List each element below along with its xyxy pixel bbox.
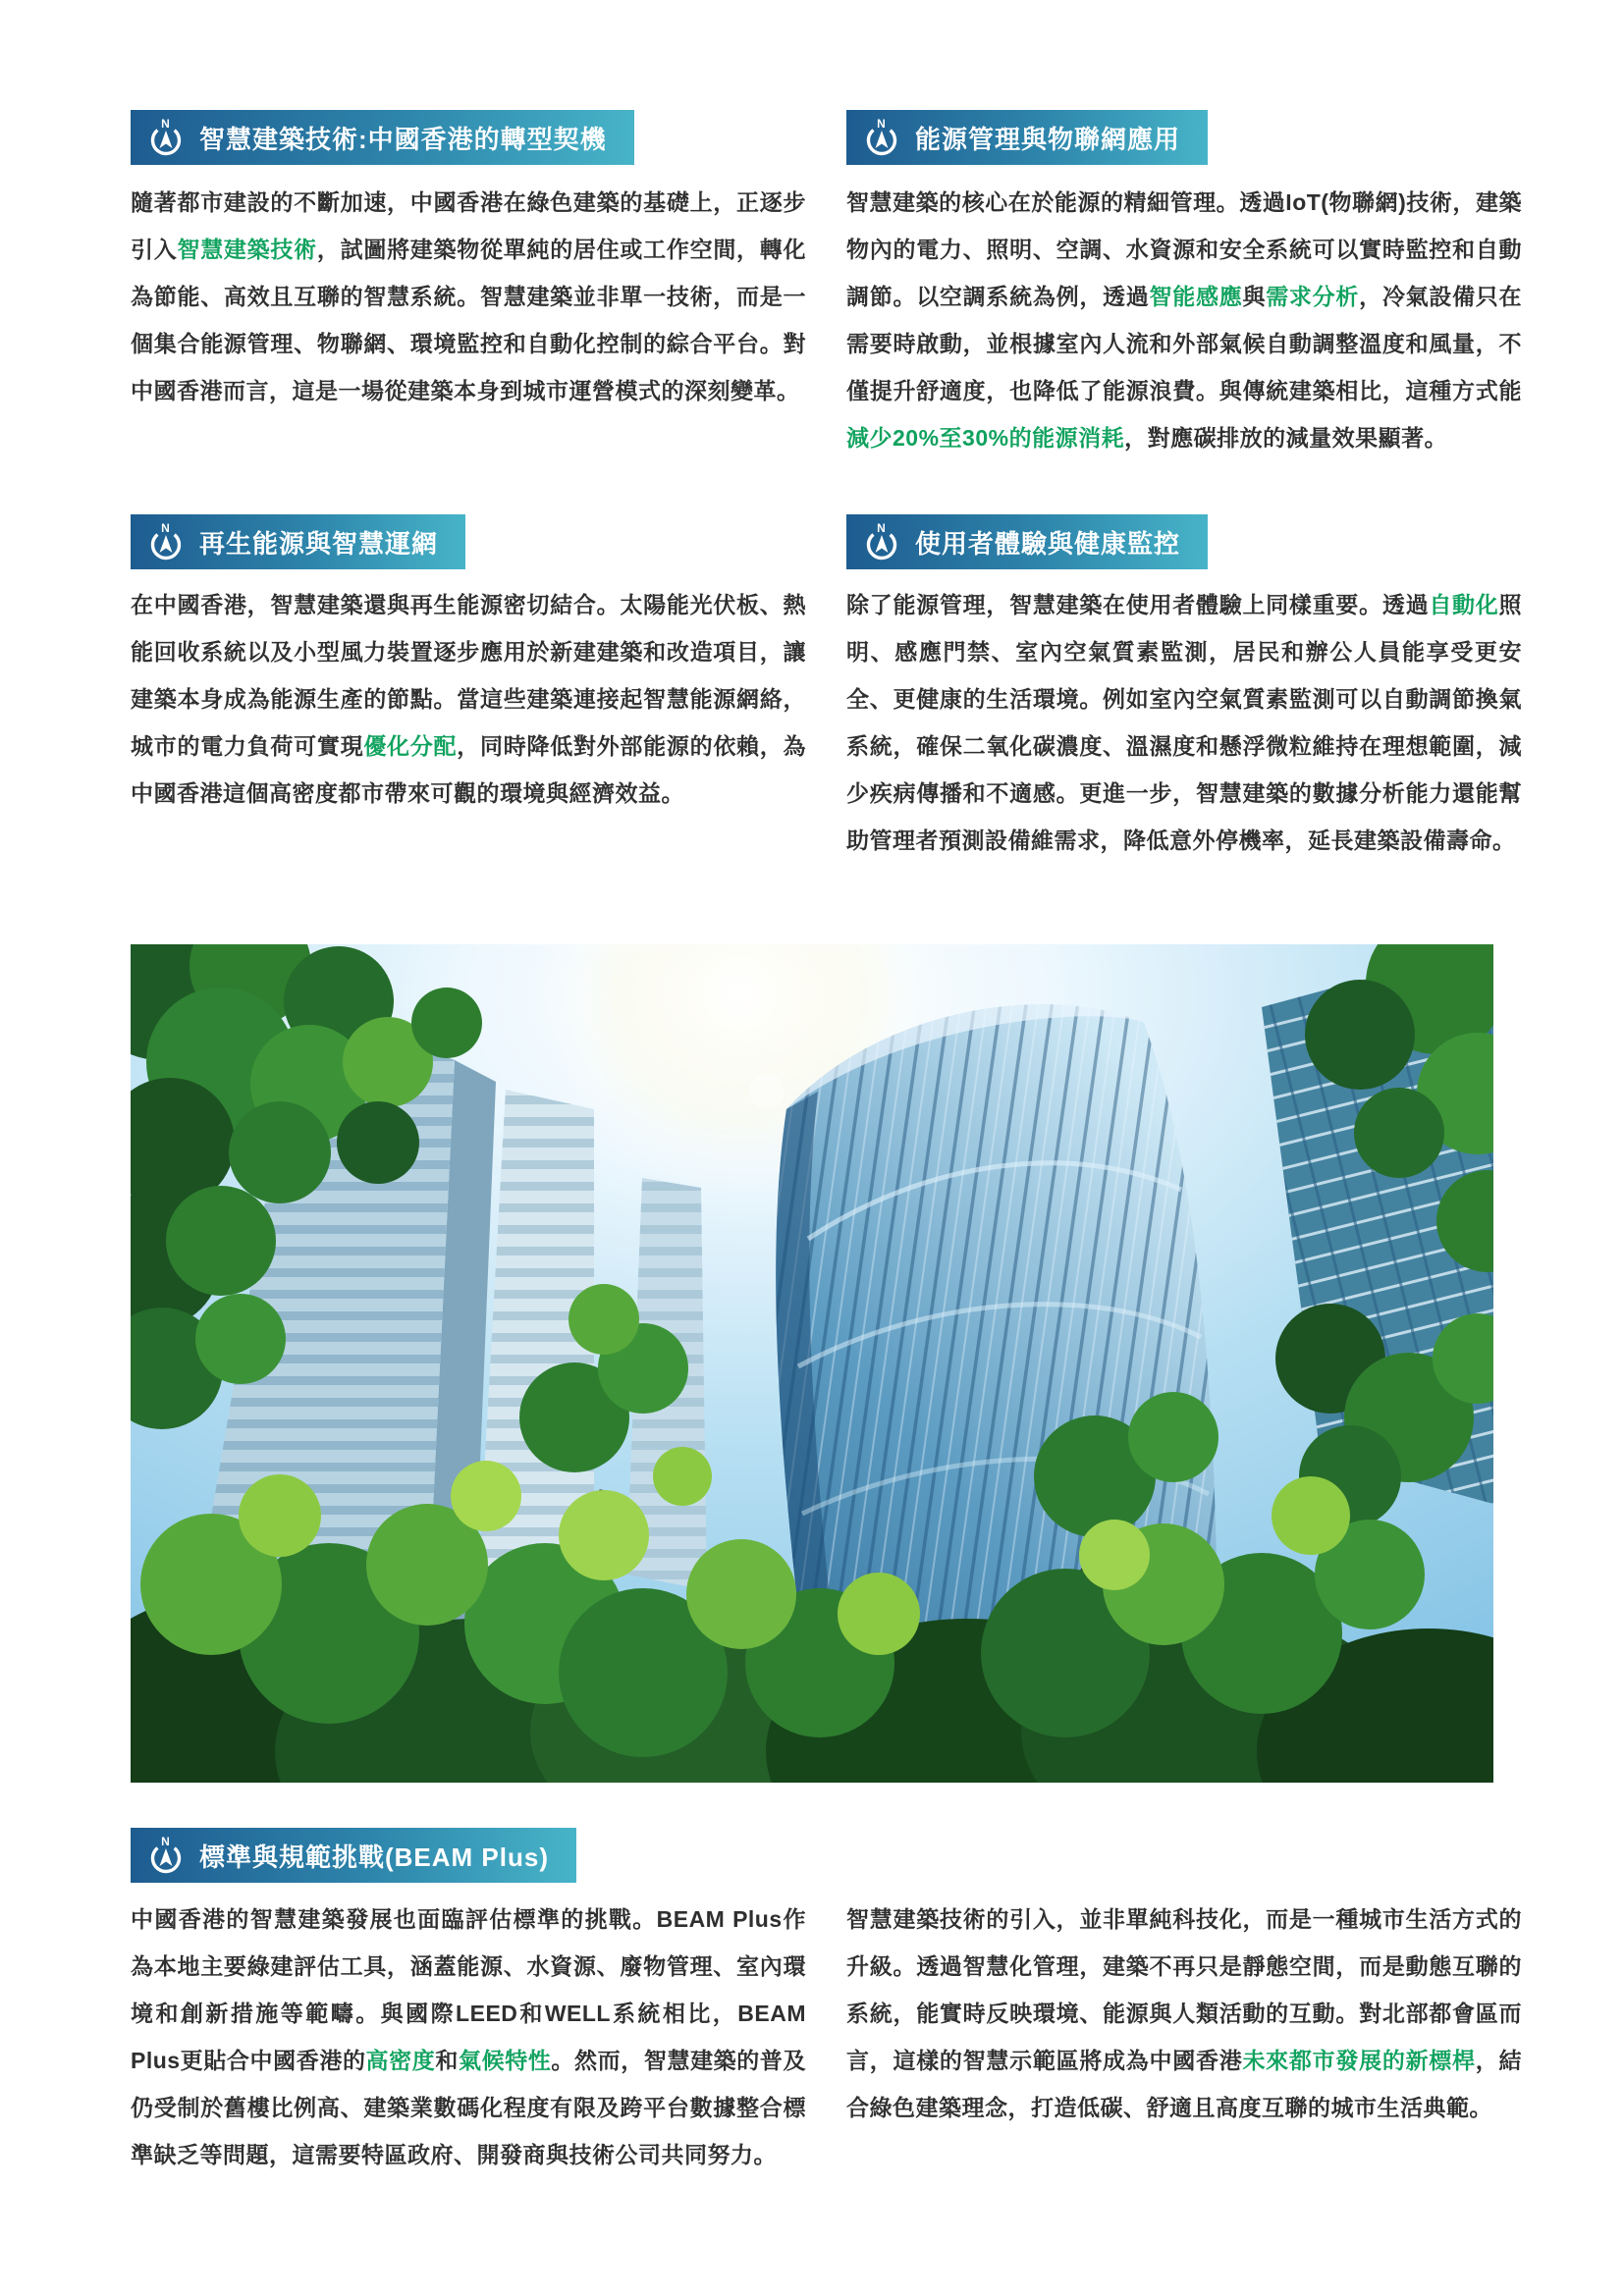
text-segment: 除了能源管理，智慧建築在使用者體驗上同樣重要。透過 [846,592,1430,617]
highlighted-text-segment: 自動化 [1429,592,1499,617]
highlighted-text-segment: 未來都市發展的新標桿 [1242,2048,1476,2073]
text-segment: 。然而，智慧建築的普及仍受制於舊樓比例高、建築業數碼化程度有限及跨平台數據整合標準缺乏等問題，這需要特區政府、開發商與技術公司共同努力。 [131,2048,807,2167]
text-segment: 隨著都市建設的不斷加速，中國香港在綠色建築的基礎上，正逐步引入 [131,189,806,262]
section-3-paragraph [131,581,806,817]
highlighted-text-segment: 優化分配 [363,733,458,759]
section-5-title: 標準與規範挑戰(BEAM Plus) [199,1842,550,1872]
text-segment: ，試圖將建築物從單純的居住或工作空間，轉化為節能、高效且互聯的智慧系統。智慧建築並非單一技術，而是一個集合能源管理、物聯網、環境監控和自動化控制的綜合平台。對中國香港而言，這是一場從建築本身到城市運營模式的深刻變革。 [131,237,807,403]
section-5-badge [131,1828,576,1883]
compass-north-icon [146,1836,186,1875]
compass-north-icon [146,118,186,157]
section-2-title: 能源管理與物聯網應用 [915,124,1181,154]
section-5-paragraph-left [131,1896,806,2178]
svg-text:N: N [877,522,887,535]
highlighted-text-segment: 減少20%至30%的能源消耗 [846,425,1125,451]
text-segment: 與 [1242,284,1267,309]
highlighted-text-segment: 智慧建築技術 [177,237,317,262]
section-2-paragraph [846,179,1522,461]
svg-text:N: N [877,118,887,131]
highlighted-text-segment: 高密度 [365,2048,436,2073]
text-segment: ，對應碳排放的減量效果顯著。 [1124,425,1448,451]
section-3-title: 再生能源與智慧運網 [199,528,439,559]
text-segment: 和 [435,2048,459,2073]
text-segment: 在中國香港，智慧建築還與再生能源密切結合。太陽能光伏板、熱能回收系統以及小型風力裝置逐步應用於新建建築和改造項目，讓建築本身成為能源生產的節點。當這些建築連接起智慧能源網絡，城市的電力負荷可實現 [131,592,806,759]
text-segment: 中國香港的智慧建築發展也面臨評估標準的挑戰。BEAM Plus作為本地主要綠建評估工具，涵蓋能源、水資源、廢物管理、室內環境和創新措施等範疇。與國際LEED和WELL系統相比，BEAM Plus更貼合中國香港的 [131,1906,806,2073]
section-4-badge [846,514,1208,569]
svg-text:N: N [161,118,171,131]
section-5-paragraph-right [846,1896,1522,2131]
text-segment: 智慧建築的核心在於能源的精細管理。透過IoT(物聯網)技術，建築物內的電力、照明、空調、水資源和安全系統可以實時監控和自動調節。以空調系統為例，透過 [846,189,1522,309]
section-1-title: 智慧建築技術:中國香港的轉型契機 [199,124,607,154]
highlighted-text-segment: 氣候特性 [458,2048,552,2073]
skyscrapers-photo [131,944,1493,1783]
compass-north-icon [862,522,901,561]
section-4-title: 使用者體驗與健康監控 [915,528,1181,559]
text-segment: ，冷氣設備只在需要時啟動，並根據室內人流和外部氣候自動調整溫度和風量，不僅提升舒適度，也降低了能源浪費。與傳統建築相比，這種方式能 [846,284,1523,403]
compass-north-icon [862,118,901,157]
section-1-paragraph [131,179,806,414]
section-3-badge [131,514,465,569]
text-segment: 智慧建築技術的引入，並非單純科技化，而是一種城市生活方式的升級。透過智慧化管理，建築不再只是靜態空間，而是動態互聯的系統，能實時反映環境、能源與人類活動的互動。對北部都會區而言，這樣的智慧示範區將成為中國香港 [846,1906,1522,2073]
highlighted-text-segment: 智能感應 [1149,284,1243,309]
section-2-badge [846,110,1208,165]
section-1-badge [131,110,634,165]
highlighted-text-segment: 需求分析 [1266,284,1360,309]
compass-north-icon [146,522,186,561]
skyscrapers-photo-graphic [131,944,1493,1783]
svg-text:N: N [161,1836,171,1848]
text-segment: ，同時降低對外部能源的依賴，為中國香港這個高密度都市帶來可觀的環境與經濟效益。 [131,733,807,806]
section-4-paragraph [846,581,1522,864]
svg-text:N: N [161,522,171,535]
text-segment: 照明、感應門禁、室內空氣質素監測，居民和辦公人員能享受更安全、更健康的生活環境。例如室內空氣質素監測可以自動調節換氣系統，確保二氧化碳濃度、溫濕度和懸浮微粒維持在理想範圍，減少疾病傳播和不適感。更進一步，智慧建築的數據分析能力還能幫助管理者預測設備維需求，降低意外停機率，延長建築設備壽命。 [846,592,1523,853]
text-segment: ，結合綠色建築理念，打造低碳、舒適且高度互聯的城市生活典範。 [846,2048,1523,2120]
